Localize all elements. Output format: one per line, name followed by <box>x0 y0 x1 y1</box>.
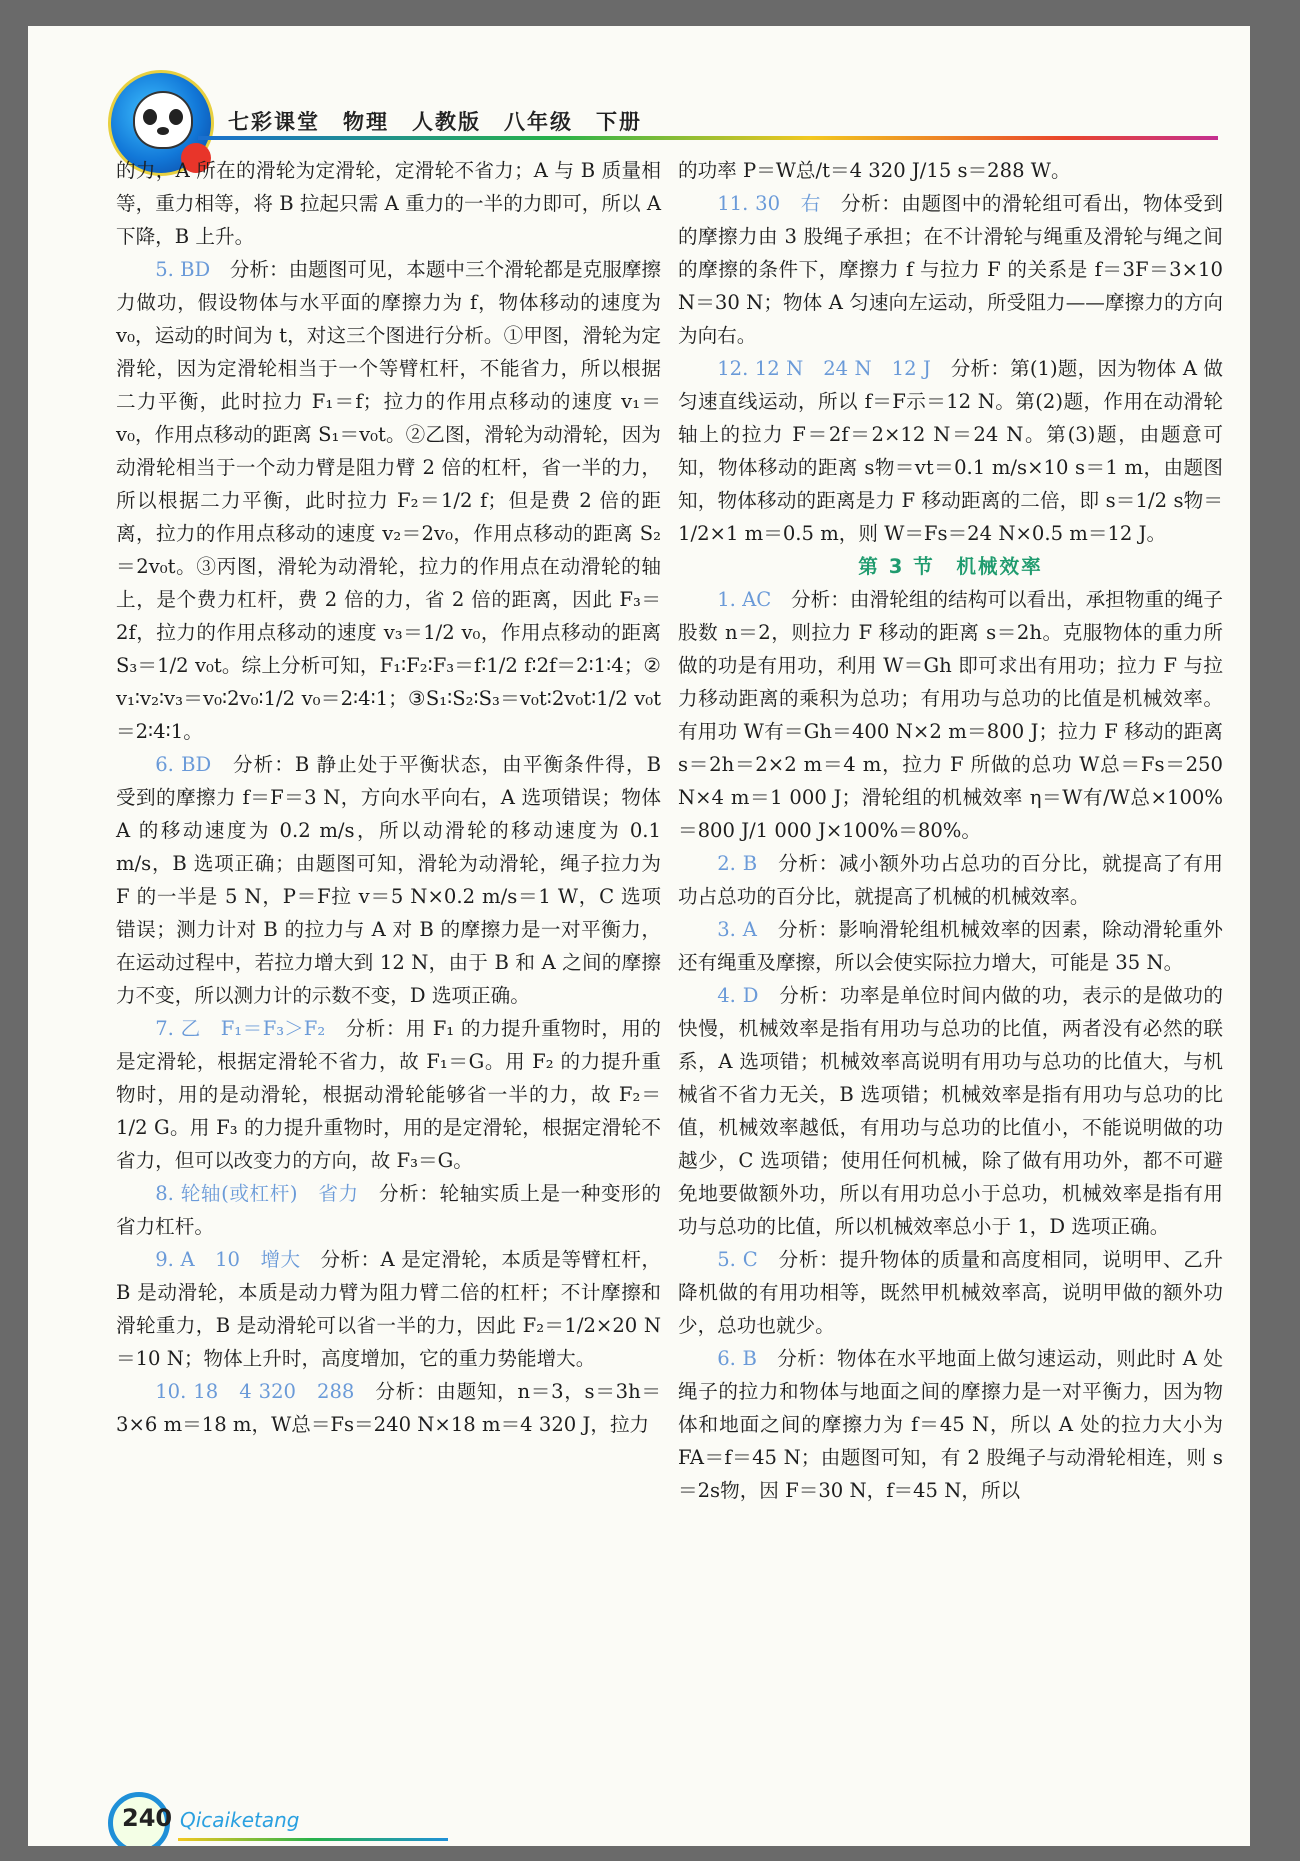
brand-underline <box>178 1838 448 1841</box>
answer-number: 5. C <box>717 1248 758 1271</box>
answer-paragraph <box>116 154 661 253</box>
answer-text: 分析：由题图中的滑轮组可看出，物体受到的摩擦力由 3 股绳子承担；在不计滑轮与绳重及滑轮与绳之间的摩擦的条件下，摩擦力 f 与拉力 F 的关系是 f＝3F＝3×10 N＝30 N；物体 A 匀速向左运动，所受阻力——摩擦力的方向为向右。 <box>678 192 1224 347</box>
answer-text: 分析：轮轴实质上是一种变形的省力杠杆。 <box>116 1182 662 1238</box>
right-column <box>678 154 1223 1507</box>
answer-number: 7. 乙 F₁＝F₃＞F₂ <box>155 1017 326 1040</box>
answer-number: 8. 轮轴(或杠杆) 省力 <box>155 1182 359 1205</box>
book-title: 七彩课堂 物理 人教版 八年级 下册 <box>228 110 642 134</box>
answer-paragraph <box>678 913 1223 979</box>
answer-text: 分析：物体在水平地面上做匀速运动，则此时 A 处绳子的拉力和物体与地面之间的摩擦力是一对平衡力，因为物体和地面之间的摩擦力为 f＝45 N，所以 A 处的拉力大小为 FA＝f＝45 N；由题图可知，有 2 股绳子与动滑轮相连，则 s＝2s物，因 F＝30 N，f＝45 N，所以 <box>678 1347 1224 1502</box>
answer-text: 分析：提升物体的质量和高度相同，说明甲、乙升降机做的有用功相等，既然甲机械效率高，说明甲做的额外功少，总功也就少。 <box>678 1248 1224 1337</box>
answer-paragraph <box>678 154 1223 187</box>
answer-text: 分析：影响滑轮组机械效率的因素，除动滑轮重外还有绳重及摩擦，所以会使实际拉力增大，可能是 35 N。 <box>678 918 1224 974</box>
answer-number: 3. A <box>717 918 757 941</box>
answer-number: 6. B <box>717 1347 757 1370</box>
answer-paragraph <box>116 1012 661 1177</box>
page <box>28 26 1250 1846</box>
answer-number: 11. 30 右 <box>717 192 821 215</box>
page-number: 240 <box>122 1804 173 1832</box>
answer-paragraph <box>678 1342 1223 1507</box>
answer-text: 分析：由题图可见，本题中三个滑轮都是克服摩擦力做功，假设物体与水平面的摩擦力为 f，物体移动的速度为 v₀，运动的时间为 t，对这三个图进行分析。①甲图，滑轮为定滑轮，因为定滑轮相当于一个等臂杠杆，不能省力，所以根据二力平衡，此时拉力 F₁＝f；拉力的作用点移动的速度 v₁＝v₀，作用点移动的距离 S₁＝v₀t。②乙图，滑轮为动滑轮，因为动滑轮相当于一个动力臂是阻力臂 2 倍的杠杆，省一半的力，所以根据二力平衡，此时拉力 F₂＝1/2 f；但是费 2 倍的距离，拉力的作用点移动的速度 v₂＝2v₀，作用点移动的距离 S₂＝2v₀t。③丙图，滑轮为动滑轮，拉力的作用点在动滑轮的轴上，是个费力杠杆，费 2 倍的力，省 2 倍的距离，因此 F₃＝2f，拉力的作用点移动的速度 v₃＝1/2 v₀，作用点移动的距离 S₃＝1/2 v₀t。综上分析可知，F₁∶F₂∶F₃＝f∶1/2 f∶2f＝2∶1∶4；② v₁∶v₂∶v₃＝v₀∶2v₀∶1/2 v₀＝2∶4∶1；③S₁∶S₂∶S₃＝v₀t∶2v₀t∶1/2 v₀t＝2∶4∶1。 <box>116 258 662 743</box>
answer-paragraph <box>678 187 1223 352</box>
answer-text: 分析：A 是定滑轮，本质是等臂杠杆，B 是动滑轮，本质是动力臂为阻力臂二倍的杠杆；不计摩擦和滑轮重力，B 是动滑轮可以省一半的力，因此 F₂＝1/2×20 N＝10 N；物体上升时，高度增加，它的重力势能增大。 <box>116 1248 661 1370</box>
answer-number: 6. BD <box>155 753 212 776</box>
answer-text: 分析：用 F₁ 的力提升重物时，用的是定滑轮，根据定滑轮不省力，故 F₁＝G。用 F₂ 的力提升重物时，用的是动滑轮，根据动滑轮能够省一半的力，故 F₂＝1/2 G。用 F₃ 的力提升重物时，用的是定滑轮，根据定滑轮不省力，但可以改变力的方向，故 F₃＝G。 <box>116 1017 662 1172</box>
answer-paragraph <box>116 1243 661 1375</box>
answer-number: 5. BD <box>155 258 211 281</box>
answer-paragraph <box>678 979 1223 1243</box>
section-heading: 第 3 节 机械效率 <box>858 555 1043 578</box>
answer-paragraph <box>678 352 1223 550</box>
answer-text: 分析：减小额外功占总功的百分比，就提高了有用功占总功的百分比，就提高了机械的机械效率。 <box>678 852 1224 908</box>
answer-number: 12. 12 N 24 N 12 J <box>717 357 931 380</box>
answer-number: 10. 18 4 320 288 <box>155 1380 355 1403</box>
left-column <box>116 154 661 1441</box>
answer-paragraph <box>116 1177 661 1243</box>
answer-text: 的功率 P＝W总/t＝4 320 J/15 s＝288 W。 <box>678 159 1071 182</box>
answer-paragraph <box>678 847 1223 913</box>
answer-number: 9. A 10 增大 <box>155 1248 301 1271</box>
answer-paragraph <box>678 583 1223 847</box>
answer-text: 分析：B 静止处于平衡状态，由平衡条件得，B 受到的摩擦力 f＝F＝3 N，方向水平向右，A 选项错误；物体 A 的移动速度为 0.2 m/s，所以动滑轮的移动速度为 0.1 m/s，B 选项正确；由题图可知，滑轮为动滑轮，绳子拉力为 F 的一半是 5 N，P＝F拉 v＝5 N×0.2 m/s＝1 W，C 选项错误；测力计对 B 的拉力与 A 对 B 的摩擦力是一对平衡力，在运动过程中，若拉力增大到 12 N，由于 B 和 A 之间的摩擦力不变，所以测力计的示数不变，D 选项正确。 <box>116 753 662 1007</box>
answer-text: 分析：功率是单位时间内做的功，表示的是做功的快慢，机械效率是指有用功与总功的比值，两者没有必然的联系，A 选项错；机械效率高说明有用功与总功的比值大，与机械省不省力无关，B 选项错；机械效率是指有用功与总功的比值，机械效率越低，有用功与总功的比值小，不能说明做的功越少，C 选项错；使用任何机械，除了做有用功外，都不可避免地要做额外功，所以有用功总小于总功，机械效率是指有用功与总功的比值，所以机械效率总小于 1，D 选项正确。 <box>678 984 1224 1238</box>
answer-text: 分析：第(1)题，因为物体 A 做匀速直线运动，所以 f＝F示＝12 N。第(2)题，作用在动滑轮轴上的拉力 F＝2f＝2×12 N＝24 N。第(3)题，由题意可知，物体移动的距离 s物＝vt＝0.1 m/s×10 s＝1 m，由题图知，物体移动的距离是力 F 移动距离的二倍，即 s＝1/2 s物＝1/2×1 m＝0.5 m，则 W＝Fs＝24 N×0.5 m＝12 J。 <box>678 357 1223 545</box>
answer-paragraph <box>116 253 661 748</box>
header-divider <box>198 136 1218 140</box>
answer-number: 4. D <box>717 984 759 1007</box>
answer-number: 2. B <box>717 852 758 875</box>
answer-number: 1. AC <box>717 588 772 611</box>
answer-text: 分析：由题知，n＝3，s＝3h＝3×6 m＝18 m，W总＝Fs＝240 N×18 m＝4 320 J，拉力 <box>116 1380 661 1436</box>
answer-paragraph <box>116 1375 661 1441</box>
answer-text: 分析：由滑轮组的结构可以看出，承担物重的绳子股数 n＝2，则拉力 F 移动的距离 s＝2h。克服物体的重力所做的功是有用功，利用 W＝Gh 即可求出有用功；拉力 F 与拉力移动距离的乘积为总功；有用功与总功的比值是机械效率。有用功 W有＝Gh＝400 N×2 m＝800 J；拉力 F 移动的距离 s＝2h＝2×2 m＝4 m，拉力 F 所做的总功 W总＝Fs＝250 N×4 m＝1 000 J；滑轮组的机械效率 η＝W有/W总×100%＝800 J/1 000 J×100%＝80%。 <box>678 588 1224 842</box>
answer-paragraph <box>116 748 661 1012</box>
answer-paragraph <box>678 1243 1223 1342</box>
answer-text: 的力，A 所在的滑轮为定滑轮，定滑轮不省力；A 与 B 质量相等，重力相等，将 B 拉起只需 A 重力的一半的力即可，所以 A 下降，B 上升。 <box>116 159 661 248</box>
page-header <box>28 26 1250 146</box>
page-footer <box>108 1792 508 1846</box>
brand-name: Qicaiketang <box>180 1808 300 1832</box>
